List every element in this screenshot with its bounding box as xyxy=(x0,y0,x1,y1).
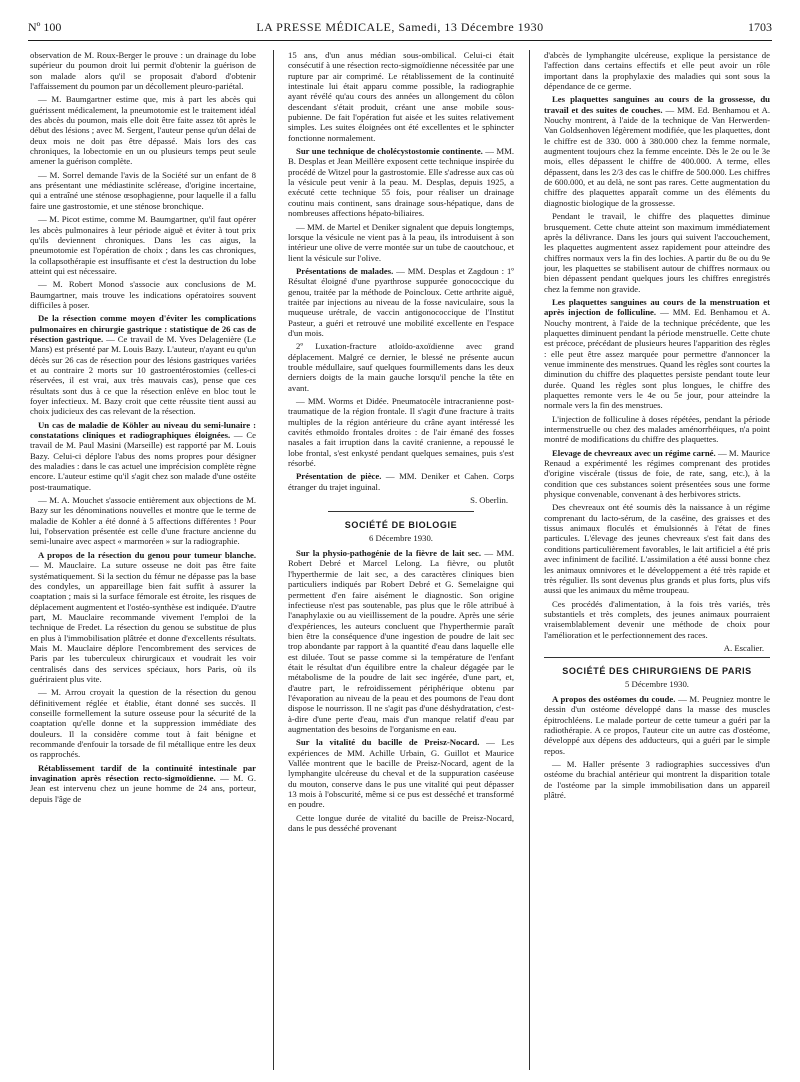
paragraph: — M. A. Mouchet s'associe entièrement aux objections de M. Bazy sur les dénominations nouvelles et montre que le terme de maladie de Kohler a été donné à 5 affections différentes ! Pour lui, l'observation présentée est celle d'une fracture ancienne du semi-lunaire avec aspect « marmoréen » sur la radiographie. xyxy=(30,495,256,547)
paragraph: — MM. Ed. Benhamou et A. Nouchy montrent, à l'aide de la technique de Van Herwerden-Van Goldsenhoven légèrement modifiée, que les plaquettes, dont le chiffre est de 330. 000 à 380.000 chez la femme normale, augmentent toujours chez la femme enceinte. Dès le 2e ou le 3e mois, elles dépassent le chiffre de 400.000. A terme, elles dépassent, dans les 2/3 des cas le chiffre de 500.000. Les chiffres de 600.000, et au delà, ne sont pas rares. Cette augmentation du chiffre des plaquettes apparaît comme un des éléments du diagnostic biologique de la grossesse. xyxy=(544,104,770,208)
section xyxy=(544,448,770,500)
paragraph: — M. Robert Monod s'associe aux conclusions de M. Baumgartner, mais trouve les indications opératoires souvent difficiles à poser. xyxy=(30,279,256,310)
paragraph: — M. Peugniez montre le dessin d'un ostéome développé dans la masse des muscles épitrochléens. Le malade porteur de cette tumeur a guéri par la radiothérapie. A ce propos, l'auteur cite un autre cas d'ostéome, développé aux dépens des adducteurs, qui a guéri par le simple repos. xyxy=(544,693,770,756)
section-heading: A propos des ostéomes du coude. xyxy=(552,693,676,704)
section xyxy=(30,550,256,684)
paragraph: Des chevreaux ont été soumis dès la naissance à un régime comprenant du lacto-sérum, de la caséine, des graisses et des tissus animaux floculés et émulsionnés à l'état de fines particules. L'élevage des jeunes chevreaux s'est fait dans des conditions particulièrement favorables, le lait artificiel a été pris avec infiniment de facilité. L'assimilation a été aussi bonne chez les animaux omnivores et le développement a été très rapide et très régulier. Ils sont devenus plus grands et plus forts, plus vifs aussi que les animaux du même troupeau. xyxy=(544,502,770,596)
section xyxy=(30,313,256,416)
section-heading: Sur la vitalité du bacille de Preisz-Nocard. xyxy=(296,737,480,748)
section-heading: Elevage de chevreaux avec un régime carné. xyxy=(552,447,716,458)
paragraph: — Ce travail de M. Yves Delagenière (Le Mans) est présenté par M. Louis Bazy. L'auteur, n'ayant eu qu'un décès sur 26 cas de résection pour des lésions gastriques variées et au contraire 2 morts sur 10 gastroentérostomies (celles-ci réservées, il est vrai, aux très mauvais cas), pense que ces résultats sont dus à ce que la résection enlève en bloc tout le foyer infectieux. M. Bazy croit que cette réussite tient aussi au choix judicieux des cas relevant de la résection. xyxy=(30,333,256,417)
section xyxy=(544,94,770,208)
paragraph: L'injection de folliculine à doses répétées, pendant la période intermenstruelle ou chez des malades aménorrhéiques, n'a point montré de modifications du chiffre des plaquettes. xyxy=(544,413,770,445)
divider xyxy=(544,657,770,658)
journal-title: LA PRESSE MÉDICALE, Samedi, 13 Décembre 1930 xyxy=(256,20,544,34)
paragraph: — M. Maurice Renaud a expérimenté les régimes comprenant des protides d'origine viscérale (tissus de foie, de rate, sang, etc.), à la condition que ces substances soient présentées sous une forme physique convenable, convenant à des herbivores stricts. xyxy=(544,447,770,500)
section xyxy=(30,420,256,492)
column-1 xyxy=(30,50,256,1072)
paragraph: Cette longue durée de vitalité du bacille de Preisz-Nocard, dans le pus desséché provenant xyxy=(288,812,514,834)
paragraph: — M. Mauclaire. La suture osseuse ne doit pas être faite systématiquement. Si la section du fémur ne dépasse pas la base des condyles, un appareillage bien fait suffit à assurer la coaptation ; mais si la surface fémorale est étroite, les risques de déplacement augmentent et l'ostéo-synthèse est indiquée. D'autre part, M. Mauclaire recommande vivement l'emploi de la technique de Fredet. La résection du genou se substitue de plus en plus à l'immobilisation plâtrée et donne d'excellents résultats. Mais M. Mauclaire déplore l'encombrement des services de Paris par les tuberculeux chirurgicaux et voudrait les voir centralisés dans des services spéciaux, hors Paris, où ils guériraient plus vite. xyxy=(30,560,256,684)
section-heading: De la résection comme moyen d'éviter les complications pulmonaires en chirurgie gastrique : statistique de 26 cas de résection gastrique. xyxy=(30,313,256,344)
section-heading: Un cas de maladie de Köhler au niveau du semi-lunaire : constatations cliniques et radiographiques éloignées. xyxy=(30,419,256,441)
paragraph: — M. Picot estime, comme M. Baumgartner, qu'il faut opérer les abcès pulmonaires à leur période aiguë et éviter à tout prix qu'ils deviennent chroniques. Dans les cas aigus, la pneumotomie est l'opération de choix ; dans les cas chroniques, la collapsothérapie est insuffisante et c'est la destruction du lobe atteint qui est nécessaire. xyxy=(30,214,256,276)
page-number: 1703 xyxy=(748,20,772,34)
paragraph: — MM. Ed. Benhamou et A. Nouchy montrent, à l'aide de la technique précédente, que les plaquettes diminuent pendant la période menstruelle. Cette chute est précoce, précédant de plusieurs heures l'apparition des règles : elle peut être assez marquée pour permettre d'annoncer la venue imminente des menstrues. Quand les règles sont courtes la diminution du chiffre des plaquettes persiste pendant toute leur durée. Quand les règles sont plus longues, le chiffre des plaquettes remonte vers le 4e ou 5e jour, pour atteindre la normale vers la fin des menstrues. xyxy=(544,307,770,411)
section xyxy=(288,548,514,734)
column-divider xyxy=(273,50,274,1070)
paragraph: Ces procédés d'alimentation, à la fois très variés, très substantiels et très complets, des jeunes animaux pourraient vraisemblablement devenir une méthode de choix pour l'amélioration et le perfectionnement des races. xyxy=(544,598,770,640)
paragraph: — MM. Worms et Didée. Pneumatocèle intracranienne post-traumatique de la région frontale. Il s'agit d'une fracture à traits multiples de la région antérieure du crâne ayant intéressé les cavités ethmoïdo frontales droites : de l'air émané des fosses nasales a fait irruption dans la cavité cranienne, a repoussé le lobe frontal, s'est enkysté pendant quelques semaines, puis s'est résorbé. xyxy=(288,396,514,469)
paragraph: — M. Haller présente 3 radiographies successives d'un ostéome du brachial antérieur qui montrent la disparition totale de l'ostéome par la simple immobilisation dans un appareil plâtré. xyxy=(544,759,770,801)
column-2 xyxy=(288,50,514,1072)
paragraph: — Les expériences de MM. Achille Urbain, G. Guillot et Maurice Vallée montrent que le bacille de Preisz-Nocard, agent de la lymphangite ulcéreuse du cheval et de la suppuration caséeuse du mouton, conserve dans le pus une vitalité qui peut dépasser 13 mois à l'obscurité, même si ce pus est desséché et transformé en poudre. xyxy=(288,737,514,810)
section xyxy=(288,146,514,218)
society-date: 5 Décembre 1930. xyxy=(625,678,689,689)
signature: S. Oberlin. xyxy=(470,495,508,506)
section-heading: Présentation de pièce. xyxy=(296,471,382,482)
paragraph: — Ce travail de M. Paul Masini (Marseille) est rapporté par M. Louis Bazy. Celui-ci déplore l'abus des noms propres pour désigner des maladies : dans le cas actuel une imprécision complète règne encore. L'auteur estime qu'il s'agit chez son malade d'une ostéite post-traumatique. xyxy=(30,430,256,492)
column-3 xyxy=(544,50,770,1072)
section xyxy=(288,471,514,492)
paragraph: — MM. Deniker et Cahen. Corps étranger du trajet inguinal. xyxy=(288,471,514,492)
paragraph: — MM. Robert Debré et Marcel Lelong. La fièvre, ou plutôt l'hyperthermie de lait sec, a des caractères cliniques bien particuliers indiqués par Robert Debré et G. Semelaigne qui permettent d'en faire aisément le diagnostic. Son origine infectieuse n'est pas soutenable, pas plus que le rôle attribué à l'anaphylaxie ou au vieillissement de la poudre. Après une série d'expériences, les auteurs concluent que l'hyperthermie paraît bien être la conséquence d'une ingestion de poudre de lait sec trop abondante par rapport à la quantité d'eau dans laquelle elle est diluée. Tout se passe comme si la température de l'enfant était le résultat d'un équilibre entre la chaleur dégagée par le métabolisme de la poudre de lait sec ingérée, d'une part, et, d'autre part, le refroidissement périphérique obtenu par l'évaporation au niveau de la peau et des poumons de l'eau dont dispose le nourrisson. Il ne s'agit pas d'une déshydratation, c'est-à-dire d'une perte d'eau, mais d'un manque relatif d'eau par augmentation des besoins de l'organisme en eau. xyxy=(288,548,514,734)
paragraph: — MM. B. Desplas et Jean Meillère exposent cette technique inspirée du procédé de Witzel pour la gastrostomie. Elle s'adresse aux cas où la vésicule peut venir à la peau. M. Desplas, depuis 1925, a exécuté cette technique 55 fois, pour réaliser un drainage coutinu mais continent, sans drainage sous-hépatique, dans de nombreuses affections hépato-biliaires. xyxy=(288,146,514,219)
section-heading: Les plaquettes sanguines au cours de la grossesse, du travail et des suites de couches. xyxy=(544,94,770,115)
section xyxy=(288,737,514,809)
paragraph: observation de M. Roux-Berger le prouve : un drainage du lobe supérieur du poumon droit lui permit d'obtenir la guérison de son malade alors qu'il se proposait d'abord d'obtenir l'affaissement du poumon par un décollement pleuro-pariétal. xyxy=(30,50,256,92)
paragraph: d'abcès de lymphangite ulcéreuse, explique la persistance de l'affection dans certains effectifs et elle peut avoir un rôle important dans la prophylaxie des maladies qui sont sous la dépendance de ce germe. xyxy=(544,50,770,92)
society-date: 6 Décembre 1930. xyxy=(369,532,433,543)
section-heading: Sur une technique de cholécystostomie continente. xyxy=(296,146,483,157)
section xyxy=(544,694,770,756)
section xyxy=(30,763,256,804)
section xyxy=(544,297,770,411)
society-title: SOCIÉTÉ DES CHIRURGIENS DE PARIS xyxy=(562,666,752,677)
paragraph: Pendant le travail, le chiffre des plaquettes diminue brusquement. Cette chute atteint son maximum immédiatement après la délivrance. Dans les jours qui suivent l'accouchement, les plaquettes augmentent assez rapidement pour atteindre des chiffres normaux vers la fin des lochies. A partir du 8e ou du 9e jour, les plaquettes se stabilisent autour de chiffres normaux ou bien dépassent pendant quelques jours les chiffres enregistrés chez la femme non gravide. xyxy=(544,211,770,294)
paragraph: — M. G. Jean est intervenu chez un jeune homme de 24 ans, porteur, depuis l'âge de xyxy=(30,773,256,804)
divider xyxy=(328,511,474,512)
society-title: SOCIÉTÉ DE BIOLOGIE xyxy=(344,520,458,531)
section-heading: A propos de la résection du genou pour tumeur blanche. xyxy=(38,549,256,560)
paragraph: 15 ans, d'un anus médian sous-ombilical. Celui-ci était consécutif à une résection recto-sigmoïdienne nécessitée par une rupture par air comprimé. Le rétablissement de la continuité intestinale lui était apparu comme possible, la radiographie ayant révélé qu'au cours des années un allongement du côlon descendant s'était produit, créant une anse mobile sous-pubienne. De fait l'opération fut aisée et les suites relativement simples. Les suites éloignées ont été excellentes et le sphincter fonctionne normalement. xyxy=(288,50,514,143)
paragraph: — MM. Desplas et Zagdoun : 1º Résultat éloigné d'une pyarthrose suppurée gonococcique du genou, traitée par la méthode de Poincloux. Cette arthrite aiguë, traitée par injections au niveau de la fosse naviculaire, sous la muqueuse urétrale, de vaccin antigonococcique de l'Institut Pasteur, a guéri et retrouvé une mobilité excellente en l'espace d'un mois. xyxy=(288,265,514,338)
page-header xyxy=(28,18,772,41)
section-heading: Les plaquettes sanguines au cours de la menstruation et après injection de folliculine. xyxy=(544,296,770,318)
section-heading: Présentations de malades. xyxy=(296,265,394,276)
section-heading: Rétablissement tardif de la continuité intestinale par invagination après résection recto-sigmoïdienne. xyxy=(30,762,256,784)
signature: A. Escalier. xyxy=(723,642,764,653)
paragraph: — M. Baumgartner estime que, mis à part les abcès qui guérissent médicalement, la pneumotomie est le traitement idéal des abcès du poumon, mais elle doit être faite assez tôt après le début des lésions ; avec M. Sergent, l'auteur pense qu'un délai de deux mois ne doit pas être dépassé. Mais lors des cas chroniques, la lobectomie en un ou plusieurs temps peut seule amener la guérison complète. xyxy=(30,94,256,167)
paragraph: 2º Luxation-fracture atloïdo-axoïdienne avec grand déplacement. Malgré ce dernier, le blessé ne présente aucun trouble médullaire, sauf quelques fourmillements dans les deux derniers doigts de la main gauche lorsqu'il penche la tête en avant. xyxy=(288,341,514,393)
paragraph: — MM. de Martel et Deniker signalent que depuis longtemps, lorsque la vésicule ne vient pas à la peau, ils introduisent à son intérieur une olive de verre montée sur un tube de caoutchouc, et lient la vésicule sur l'olive. xyxy=(288,221,514,263)
section-heading: Sur la physio-pathogénie de la fièvre de lait sec. xyxy=(296,548,481,559)
section xyxy=(288,266,514,338)
column-divider xyxy=(529,50,530,1070)
issue-number: Nº 100 xyxy=(28,20,62,34)
paragraph: — M. Arrou croyait la question de la résection du genou définitivement réglée et établie, étant donné ses succès. Il conseille formellement la suture osseuse pour la sécurité de la coaptation qu'elle donne et la suppression immédiate des douleurs. Il la considère comme tout à fait bénigne et recommande d'enfouir la torsade de fil métallique entre les deux os rapprochés. xyxy=(30,687,256,760)
paragraph: — M. Sorrel demande l'avis de la Société sur un enfant de 8 ans présentant une médiastinite sclérease, d'origine incertaine, qui a entraîné une sténose œsophagienne, pour laquelle il a fallu faire une gastrostomie, et une sténose bronchique. xyxy=(30,169,256,211)
